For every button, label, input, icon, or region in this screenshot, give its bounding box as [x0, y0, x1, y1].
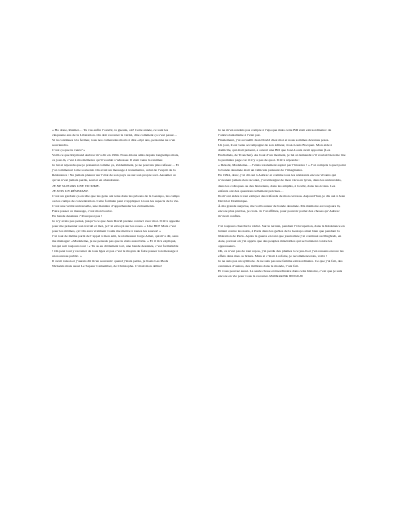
closing-paragraph: [218, 269, 346, 279]
left-text-column: [52, 128, 180, 269]
paragraph: À ma grande surprise, me voilà auteur de bande dessinée. Ma mémoire est toujours là, encore plus précise, je crois. Je l’ai affûtée, pour pouvoir parler des choses qu’Aubrac m’avait confiés.: [218, 203, 341, 218]
paragraph: « Ho done, Raimer… Tu vas enfin l’ouvrir, ta gueule, où? Cette année, ce sont les cinquante ans de la Libération. On doit raconter la vérité, dire comment ça s’est passé… Si tu continues à la fermer, tous nos camarades morts à dire «ript ans, personne ne s’en souviendra.: [52, 128, 178, 148]
paragraph: Je lui ai répondu que je présentai comme ça, évidemment, je ne pouvais plus refuser… Et j’ai commencé à me souvenir. On avait un message à transmettre, celui de l’esprit de la Résistance : Ne jamais pleurer sur l’état de son pays ou sur son propre sort. Assumer ce qu’on n’est jamais perdu, seul et en abandonné.: [52, 163, 179, 183]
paragraph: Faire passer ce message, c’est mon boulot.: [52, 208, 113, 213]
paragraph: C’est un gardant ça en tête que les gens ont tenu dans les prisons de la Gestapo, les camps ou les camps de concentration. Cette formule peut s’appliquer à tous les aspects de la vie. C’est une vérité universelle, une manière d’appréhender les événements.: [52, 193, 180, 208]
author-signature: MADELEINE RIFFAUD: [269, 274, 303, 279]
paragraph: Finalement, j’ai accueilli Jean David chez moi et nous sommes devenus potes.: [218, 138, 330, 143]
paragraph: J’ai toujours cherché la vérité. Sur le terrain, pendant l’Occupation, dans la Résistance en luttant contre les nazis, à Paris dans les geôles de la Gestapo ainsi bien que pendant la libération de Paris. Après la guerre en tant que journaliste j’ai continué au Maghreb, en Asie, partout où j’ai appris que des peuples misérables qui se battaient contre les oppresseurs.: [218, 223, 345, 249]
paragraph: En 1994, donc, j’ai dit oui à Aubrac et comme tous les résistants encore vivants qui n’avaient jamais rien raconté, j’ai témoigné de mon vécu en lycée, dans les universités, dans les colloques ou des historiens, dans les amphis, à la télé, dans les écoles. Les enfants ont des questions tellement précises…: [218, 173, 342, 193]
closing-text: Et vous pouvez aussi. La seule chose extraordinaire dans cette histoire, c’est que je suis encore en vie pour vous la raconter.: [218, 269, 343, 279]
paragraph: C’est ça que tu veux? »: [52, 148, 86, 153]
emphasis-text: JE NE SUIS PAS UNE VICTIME.: [52, 183, 100, 188]
right-text-column: [218, 128, 346, 279]
paragraph: Voilà ce que Raymond Aubrac m’a dit en 1994. Nous étions amis depuis longtemps mais, ce jour-là, c’est à ma mémoire qu’il voulait s’adresser. Il était venu la ranimer.: [52, 153, 180, 163]
paragraph: En bande dessinée ? Pourquoi pas !: [52, 213, 103, 218]
paragraph: Oh, ce n’est pas de tout repos, j’ai perdu des plumes à ce jeu-là et j’en ressens encore les effets dans mes os brisés. Mais si c’était à refaire, je recommencerais, voilà !: [218, 249, 344, 259]
paragraph: Ils m’ont aidée à tout extirper des tréfonds de mon cerveau. Aujourd’hui, je dis oui à Jean David et Dominique.: [218, 193, 346, 203]
paragraph: Je n’y avais pas pensé, jusqu’à ce que Jean David prenne contact avec moi. Il m’a appelée pour me présenter son travail et moi, je l’ai envoyé sur les roses. « Une BD? Mais c’est pour les mômes, ça! On aura vraiment voulu me mettre à toutes les sauces! »: [52, 218, 180, 233]
paragraph: « Désolé, Madeleine… J’étais totalement aspiré par l’histoire ! » J’ai compris à quel point la bande dessinée était un véhicule puissant de l’imaginaire.: [218, 163, 346, 173]
paragraph: Je ne m’en rendais pas compte à l’époque mais cette BD était extraordinaire: de l’anticolonialisme à l’état pur.: [218, 128, 332, 138]
paragraph: Il avait raison et j’aurais dû m’en souvenir: quand j’étais petite, je lisais Les Pieds Nickelés mais aussi Le Sapeur Camember, de Christophe. C’était mon délire!: [52, 259, 169, 269]
emphasis-text: JE SUIS UN RÉSISTANT.: [52, 188, 89, 193]
paragraph: Un jour, il est venu accompagné de son éditeur, José-Louis Bocquet. Mon aide à domicile, qui était présent, a ouvert une BD que José-Louis avait apportée (Les Enchaînés, de Tronchet). Au bout d’un moment, je lui ai demandé s’il voulait bien me lire la première page car il n’y a pas de quoi. Il m’a répondu :: [218, 143, 346, 163]
paragraph: J’ai tout de même parlé de l’appel à mon ami, le réalisateur Jorge Amat, qui m’a dit, sans me ménager: «Madeleine, je ne pensais pas que tu étais aussi bête. » Et il m’a expliqué, lui qui sait toujours tout : « Tu as eu drôlement tort, une bande dessinée, c’est formidable ! On peut tout y raconter de tous âges et pas c’est le moyen de faire passer ton message à un nouveau public. »: [52, 233, 179, 259]
paragraph: Je ne suis pas un symbole. Je ne suis pas une femme extraordinaire. Ce que j’ai fait, des centaines d’autres, des millions dans le monde, l’ont fait.: [218, 259, 343, 269]
